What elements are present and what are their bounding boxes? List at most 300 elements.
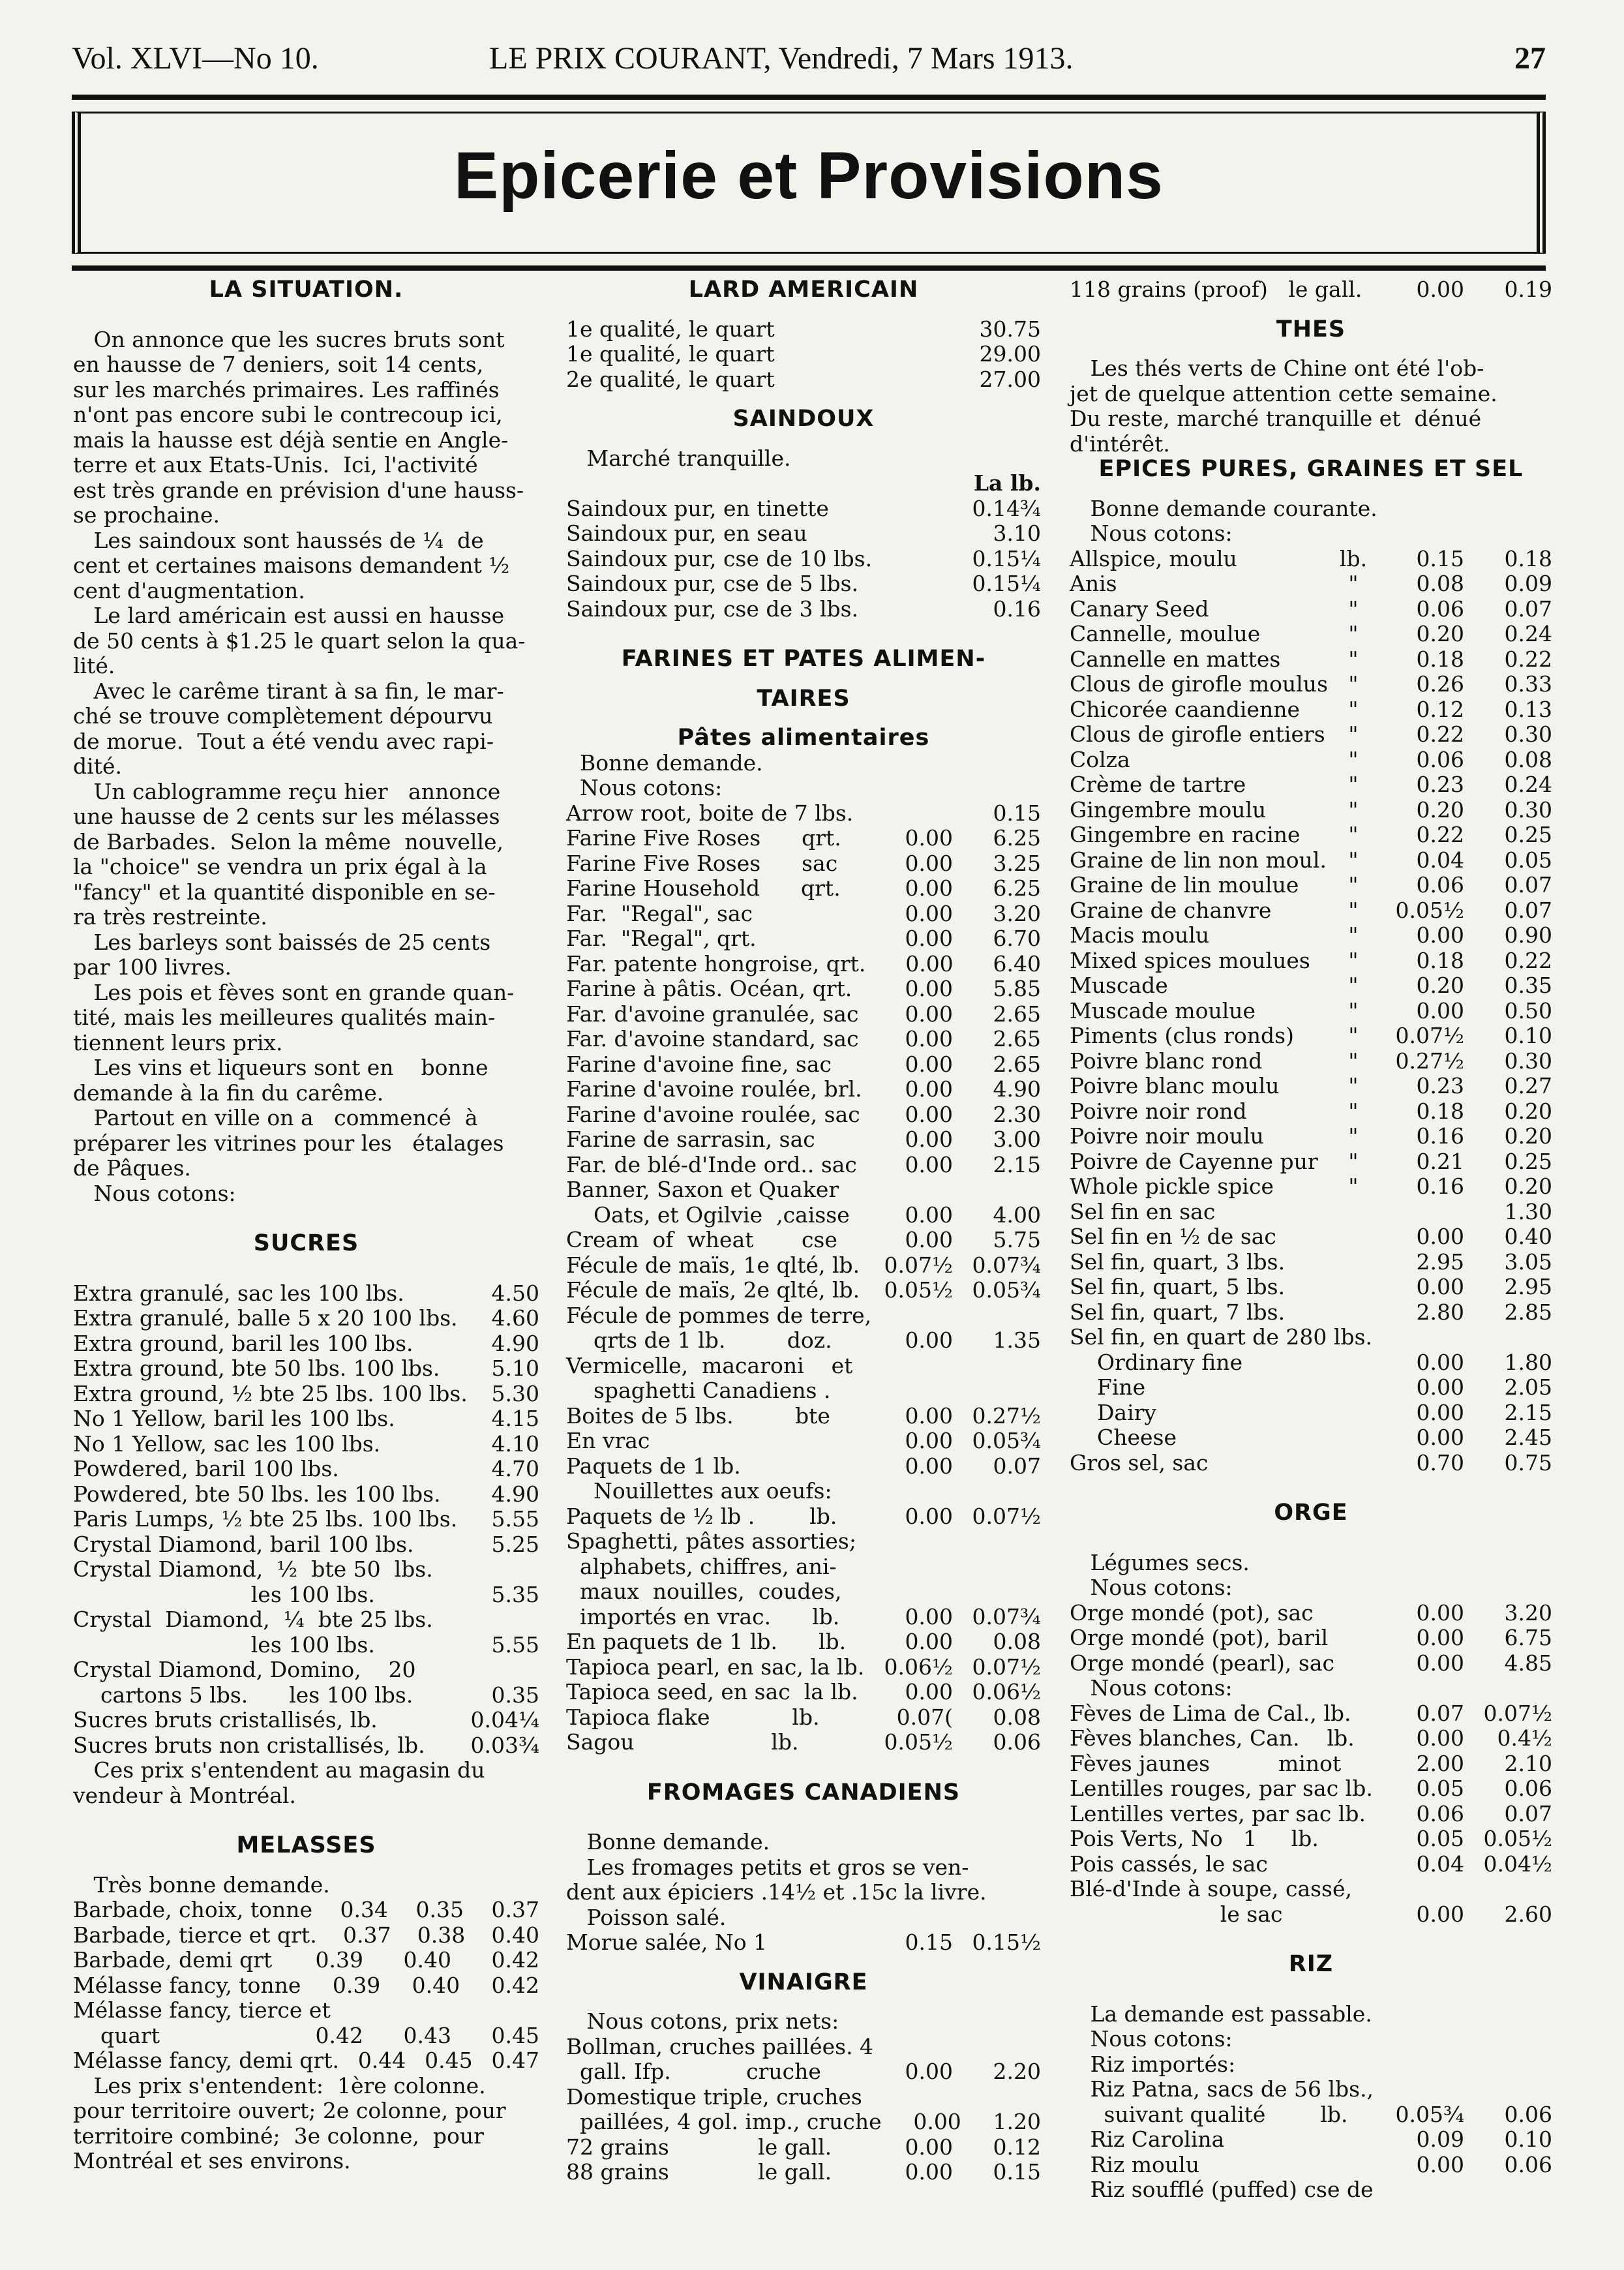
- price-high: 4.70: [491, 1456, 539, 1481]
- price-high: 0.40: [491, 1922, 539, 1948]
- item-name: Extra ground, ½ bte 25 lbs. 100 lbs.: [73, 1380, 468, 1406]
- text-line: n'ont pas encore subi le contrecoup ici,: [73, 402, 503, 427]
- text-line: mais la hausse est déjà sentie en Angle-: [73, 427, 509, 453]
- price-low: 0.05: [1416, 1776, 1464, 1801]
- item-name: Mélasse fancy, tierce et: [73, 1997, 331, 2023]
- price-low: 0.00: [1416, 1224, 1464, 1249]
- section-heading: SUCRES: [253, 1230, 359, 1256]
- price-high: 0.42: [491, 1972, 539, 1998]
- item-name: Banner, Saxon et Quaker: [566, 1177, 839, 1202]
- price-row: [1070, 1099, 1552, 1125]
- item-unit: ": [1348, 997, 1359, 1023]
- price-high: 0.07½: [972, 1654, 1041, 1680]
- price-row: [1070, 647, 1552, 673]
- price-row: [566, 1027, 1041, 1052]
- price-row: [1070, 1224, 1552, 1250]
- price-row: [566, 2110, 1041, 2135]
- price-low: 0.00: [1416, 922, 1464, 948]
- price-row: [1070, 2177, 1552, 2203]
- item-name: Mélasse fancy, tonne: [73, 1972, 301, 1998]
- price-row: [73, 1331, 539, 1357]
- price-row: [1070, 798, 1552, 823]
- price-high: 0.05¾: [972, 1428, 1041, 1453]
- item-name: Fèves jaunes minot: [1070, 1750, 1342, 1776]
- item-name: Farine d'avoine fine, sac: [566, 1051, 832, 1077]
- price-low: 0.16: [1416, 1173, 1464, 1199]
- price-high: 0.15: [993, 2159, 1041, 2185]
- price-low: 0.00: [1416, 1425, 1464, 1450]
- price-high: 1.30: [1504, 1198, 1552, 1224]
- item-name: Extra ground, baril les 100 lbs.: [73, 1330, 414, 1356]
- price-mid: 0.35: [415, 1897, 464, 1922]
- price-high: 27.00: [979, 366, 1041, 392]
- price-high: 6.40: [993, 950, 1041, 976]
- price-high: 0.45: [491, 2022, 539, 2048]
- item-name: Blé-d'Inde à soupe, cassé,: [1070, 1876, 1353, 1901]
- price-row: [1070, 1174, 1552, 1200]
- price-high: 0.25: [1504, 1148, 1552, 1174]
- price-row: [566, 597, 1041, 622]
- item-name: maux nouilles, coudes,: [566, 1579, 842, 1604]
- price-low: 0.00: [905, 1127, 953, 1152]
- price-row: [566, 1930, 1041, 1956]
- item-name: suivant qualité lb.: [1070, 2101, 1348, 2127]
- price-row: [73, 2023, 539, 2049]
- price-row: [566, 1303, 1041, 1329]
- item-name: Sel fin, quart, 5 lbs.: [1070, 1274, 1286, 1299]
- price-row: [73, 1432, 539, 1457]
- price-high: 0.20: [1504, 1173, 1552, 1199]
- price-row: [1070, 1751, 1552, 1777]
- column-middle: [566, 277, 1041, 2185]
- item-name: Saindoux pur, cse de 5 lbs.: [566, 571, 859, 596]
- price-mid: 0.40: [412, 1972, 460, 1998]
- text-line: Ces prix s'entendent au magasin du: [73, 1757, 485, 1783]
- price-low: 0.00: [905, 926, 953, 951]
- item-name: Anis: [1070, 571, 1117, 596]
- price-high: 1.80: [1504, 1349, 1552, 1375]
- price-row: [1070, 1023, 1552, 1049]
- item-name: Sel fin, quart, 7 lbs.: [1070, 1299, 1286, 1325]
- volume-number: Vol. XLVI—No 10.: [72, 41, 319, 76]
- item-name: cartons 5 lbs. les 100 lbs.: [73, 1682, 414, 1708]
- column-left: [73, 277, 539, 2174]
- price-low: 0.00: [905, 2059, 953, 2084]
- item-name: Clous de girofle moulus: [1070, 671, 1328, 697]
- price-row: [1070, 1776, 1552, 1802]
- item-name: Extra granulé, balle 5 x 20 100 lbs.: [73, 1305, 458, 1331]
- price-row: [566, 1002, 1041, 1027]
- price-high: 2.85: [1504, 1299, 1552, 1325]
- price-row: [566, 2160, 1041, 2185]
- text-line: Très bonne demande.: [73, 1871, 330, 1898]
- price-high: 5.85: [993, 976, 1041, 1001]
- price-row: [566, 1479, 1041, 1504]
- text-line: Le lard américain est aussi en hausse: [73, 603, 505, 628]
- section-heading: ORGE: [1274, 1500, 1348, 1526]
- price-low: 0.05½: [884, 1729, 953, 1755]
- item-name: Poivre de Cayenne pur: [1070, 1148, 1318, 1174]
- price-high: 3.00: [993, 1127, 1041, 1152]
- price-high: 4.90: [993, 1076, 1041, 1102]
- price-row: [1070, 1375, 1552, 1400]
- price-row: [73, 1923, 539, 1948]
- price-high: 0.37: [491, 1897, 539, 1922]
- item-name: Gingembre en racine: [1070, 822, 1301, 847]
- price-row: [1070, 697, 1552, 723]
- price-row: [1070, 1400, 1552, 1426]
- price-low: 0.21: [1416, 1148, 1464, 1174]
- price-row: [73, 1507, 539, 1532]
- price-row: [73, 1898, 539, 1923]
- price-high: 5.25: [491, 1531, 539, 1557]
- item-unit: ": [1348, 922, 1359, 948]
- item-name: Dairy: [1070, 1399, 1157, 1425]
- price-row: [566, 1127, 1041, 1153]
- price-row: [566, 1354, 1041, 1379]
- page-number: 27: [1514, 41, 1546, 76]
- price-low: 0.00: [905, 950, 954, 976]
- text-line: Domestique triple, cruches: [566, 2083, 862, 2110]
- item-name: Oats, et Ogilvie ,caisse: [566, 1202, 850, 1228]
- price-high: 6.70: [993, 926, 1041, 951]
- text-line: préparer les vitrines pour les étalages: [73, 1130, 504, 1156]
- price-low: 0.00: [1416, 1599, 1464, 1626]
- price-high: 30.75: [979, 316, 1041, 342]
- item-name: Poivre blanc rond: [1070, 1048, 1263, 1074]
- item-unit: ": [1348, 721, 1359, 747]
- text-line: vendeur à Montréal.: [73, 1782, 296, 1808]
- item-name: Graine de lin non moul.: [1070, 847, 1327, 873]
- spacer: [1070, 1977, 1552, 2002]
- price-low: 0.00: [905, 1603, 953, 1629]
- price-high: 0.07½: [1483, 1700, 1552, 1726]
- price-row: [566, 367, 1041, 393]
- item-name: En paquets de 1 lb. lb.: [566, 1629, 847, 1654]
- price-row: [73, 1457, 539, 1482]
- price-low: 0.15: [905, 1929, 953, 1955]
- text-line: Partout en ville on a commencé à: [73, 1105, 478, 1130]
- price-low: 0.00: [905, 1327, 953, 1353]
- price-high: 0.47: [491, 2048, 539, 2073]
- text-line: de Barbades. Selon la même nouvelle,: [73, 828, 504, 855]
- price-high: 0.15¼: [972, 545, 1041, 571]
- price-row: [566, 1554, 1041, 1580]
- spacer: [566, 711, 1041, 725]
- text-line: par 100 livres.: [73, 954, 232, 980]
- item-name: Farine d'avoine roulée, brl.: [566, 1076, 862, 1102]
- price-row: [73, 1532, 539, 1558]
- item-name: 2e qualité, le quart: [566, 366, 775, 392]
- section-heading: EPICES PURES, GRAINES ET SEL: [1098, 456, 1524, 482]
- item-name: Poivre blanc moulu: [1070, 1073, 1280, 1098]
- item-name: Tapioca seed, en sac la lb.: [566, 1679, 858, 1704]
- price-high: 2.65: [993, 1051, 1041, 1077]
- price-low: 0.00: [905, 1428, 953, 1453]
- item-name: Piments (clus ronds): [1070, 1023, 1294, 1048]
- item-name: Cream of wheat cse: [566, 1227, 837, 1252]
- price-high: 5.55: [491, 1631, 539, 1657]
- item-name: Fine: [1070, 1374, 1146, 1400]
- text-line: cent d'augmentation.: [73, 577, 305, 603]
- price-row: [1070, 1877, 1552, 1902]
- section-heading: LARD AMERICAIN: [688, 277, 919, 303]
- price-mid: 0.43: [403, 2022, 451, 2048]
- item-name: Boites de 5 lbs. bte: [566, 1402, 830, 1429]
- price-low: 0.00: [905, 2159, 953, 2185]
- item-name: 72 grains le gall.: [566, 2134, 832, 2160]
- item-name: Far. "Regal", qrt.: [566, 926, 757, 951]
- price-row: [1070, 1425, 1552, 1451]
- item-name: Crystal Diamond, Domino, 20: [73, 1657, 416, 1682]
- price-high: 0.20: [1504, 1123, 1552, 1149]
- item-name: Orge mondé (pearl), sac: [1070, 1650, 1335, 1676]
- price-row: [566, 1579, 1041, 1605]
- item-unit: ": [1348, 621, 1359, 646]
- price-high: 0.16: [993, 596, 1041, 622]
- price-low: 0.00: [905, 1202, 953, 1228]
- price-row: [1070, 1325, 1552, 1350]
- price-low: 0.39: [315, 1947, 363, 1973]
- price-row: [566, 1605, 1041, 1630]
- price-high: 6.75: [1504, 1625, 1552, 1650]
- item-name: Far. patente hongroise, qrt.: [566, 950, 866, 976]
- price-high: 6.25: [993, 825, 1041, 851]
- price-row: [1070, 1802, 1552, 1827]
- item-name: Lentilles rouges, par sac lb.: [1070, 1776, 1373, 1801]
- text-line: "fancy" et la quantité disponible en se-: [73, 879, 496, 905]
- price-low: 0.00: [1416, 997, 1464, 1023]
- price-row: [1070, 948, 1552, 974]
- price-high: 0.42: [491, 1947, 539, 1973]
- text-line: Du reste, marché tranquille et dénué: [1070, 406, 1482, 431]
- price-low: 0.00: [905, 1629, 953, 1654]
- price-row: [566, 1253, 1041, 1279]
- price-low: 0.00: [905, 1402, 953, 1429]
- price-row: [1070, 973, 1552, 999]
- item-name: Fécule de maïs, 1e qlté, lb.: [566, 1252, 860, 1278]
- price-low: 0.22: [1416, 721, 1464, 747]
- price-low: 2.80: [1416, 1299, 1464, 1325]
- price-row: [566, 1655, 1041, 1680]
- text-line: Bonne demande.: [566, 749, 763, 776]
- price-row: [1070, 2077, 1552, 2102]
- text-line: sur les marchés primaires. Les raffinés: [73, 376, 500, 402]
- price-row: [73, 1557, 539, 1582]
- item-name: Macis moulu: [1070, 922, 1210, 948]
- item-name: Fèves blanches, Can. lb.: [1070, 1725, 1355, 1751]
- item-name: 118 grains (proof) le gall.: [1070, 277, 1362, 302]
- price-high: 0.12: [993, 2134, 1041, 2160]
- price-low: 0.09: [1416, 2126, 1464, 2152]
- price-low: 0.07½: [884, 1252, 953, 1278]
- price-row: [566, 1077, 1041, 1102]
- item-name: Poivre noir moulu: [1070, 1123, 1264, 1149]
- price-row: [73, 1607, 539, 1633]
- price-high: 0.04½: [1483, 1851, 1552, 1877]
- item-name: Fécule de pommes de terre,: [566, 1302, 872, 1328]
- text-line: Les barleys sont baissés de 25 cents: [73, 929, 491, 955]
- spacer: [73, 1256, 539, 1281]
- price-row: [73, 1482, 539, 1507]
- item-name: Colza: [1070, 746, 1130, 772]
- item-name: spaghetti Canadiens .: [566, 1378, 831, 1403]
- spacer: [566, 1755, 1041, 1780]
- item-name: Far. "Regal", sac: [566, 900, 753, 926]
- price-high: 0.09: [1504, 571, 1552, 596]
- item-unit: ": [1348, 1098, 1359, 1124]
- price-high: 0.08: [1504, 746, 1552, 772]
- price-high: 0.07: [1504, 596, 1552, 622]
- item-unit: ": [1348, 1023, 1359, 1048]
- item-name: Tapioca flake lb.: [566, 1704, 820, 1730]
- text-line: Bonne demande courante.: [1070, 495, 1377, 521]
- price-row: [566, 901, 1041, 927]
- price-row: [566, 1203, 1041, 1228]
- price-high: 0.15¼: [972, 571, 1041, 596]
- item-name: Lentilles vertes, par sac lb.: [1070, 1800, 1366, 1826]
- price-low: 0.39: [332, 1972, 381, 1998]
- text-line: Nous cotons:: [1070, 1575, 1233, 1600]
- text-line: Nous cotons:: [1070, 1675, 1233, 1701]
- item-name: les 100 lbs.: [73, 1631, 375, 1657]
- price-row: [1070, 1826, 1552, 1852]
- item-unit: ": [1348, 796, 1359, 823]
- price-row: [73, 1356, 539, 1382]
- section-heading: MELASSES: [236, 1832, 376, 1858]
- item-name: Poivre noir rond: [1070, 1098, 1247, 1124]
- price-low: 0.00: [913, 2109, 961, 2134]
- price-high: 0.15½: [972, 1929, 1041, 1955]
- text-line: Les prix s'entendent: 1ère colonne.: [73, 2072, 486, 2098]
- spacer: [566, 622, 1041, 646]
- item-name: Powdered, bte 50 lbs. les 100 lbs.: [73, 1481, 441, 1507]
- price-high: 0.06: [1504, 2151, 1552, 2177]
- price-high: 3.10: [993, 521, 1041, 546]
- price-high: 2.30: [993, 1101, 1041, 1127]
- price-high: 0.04¼: [470, 1707, 539, 1733]
- text-line: une hausse de 2 cents sur les mélasses: [73, 804, 500, 829]
- text-line: La demande est passable.: [1070, 2001, 1372, 2027]
- item-name: Extra ground, bte 50 lbs. 100 lbs.: [73, 1355, 440, 1381]
- text-line: dent aux épiciers .14½ et .15c la livre.: [566, 1879, 987, 1905]
- price-low: 0.00: [1416, 1901, 1464, 1927]
- text-line: la "choice" se vendra un prix égal à la: [73, 854, 487, 879]
- price-high: 0.13: [1504, 696, 1552, 722]
- price-row: [1070, 622, 1552, 647]
- price-low: 0.15: [1416, 545, 1464, 571]
- price-row: [1070, 1275, 1552, 1300]
- item-name: Sel fin en ½ de sac: [1070, 1224, 1276, 1249]
- price-row: [566, 1680, 1041, 1705]
- price-row: [1070, 1852, 1552, 1877]
- item-name: Crystal Diamond, baril 100 lbs.: [73, 1531, 414, 1557]
- spacer: [1070, 1927, 1552, 1952]
- spacer: [1070, 1526, 1552, 1551]
- item-name: Farine Household qrt.: [566, 875, 841, 901]
- price-high: 4.90: [491, 1481, 539, 1507]
- item-name: No 1 Yellow, baril les 100 lbs.: [73, 1406, 395, 1431]
- price-row: [1070, 823, 1552, 848]
- price-high: 2.15: [1504, 1399, 1552, 1425]
- item-name: Gros sel, sac: [1070, 1449, 1209, 1476]
- text-line: dité.: [73, 753, 122, 779]
- item-name: Clous de girofle entiers: [1070, 721, 1325, 747]
- price-high: 2.10: [1504, 1750, 1552, 1776]
- price-row: [566, 851, 1041, 877]
- price-high: 0.18: [1504, 545, 1552, 571]
- text-line: se prochaine.: [73, 502, 220, 528]
- text-line: Nous cotons, prix nets:: [566, 2008, 839, 2034]
- text-line: territoire combiné; 3e colonne, pour: [73, 2123, 484, 2149]
- price-row: [566, 1102, 1041, 1128]
- price-row: [566, 1153, 1041, 1178]
- price-high: 0.06: [1504, 2101, 1552, 2127]
- price-row: [566, 1629, 1041, 1655]
- price-high: 0.07½: [972, 1503, 1041, 1529]
- price-row: [566, 547, 1041, 572]
- price-high: 1.20: [993, 2109, 1041, 2134]
- text-line: Les pois et fèves sont en grande quan-: [73, 979, 515, 1005]
- item-unit: ": [1348, 772, 1359, 797]
- item-name: Graine de lin moulue: [1070, 872, 1299, 898]
- price-row: [566, 1730, 1041, 1755]
- price-high: 6.25: [993, 875, 1041, 901]
- price-high: 0.24: [1504, 772, 1552, 797]
- price-low: 0.23: [1416, 1073, 1464, 1098]
- price-low: 0.00: [1416, 1725, 1464, 1751]
- item-unit: ": [1348, 822, 1359, 847]
- price-row: [566, 571, 1041, 597]
- item-name: Crystal Diamond, ½ bte 50 lbs.: [73, 1556, 433, 1582]
- price-low: 0.34: [340, 1897, 389, 1922]
- price-row: [566, 521, 1041, 547]
- spacer: [566, 1956, 1041, 1970]
- price-high: 0.50: [1504, 997, 1552, 1023]
- price-row: [566, 1529, 1041, 1554]
- price-high: 4.00: [993, 1202, 1041, 1228]
- price-high: 0.07: [993, 1453, 1041, 1479]
- item-name: 88 grains le gall.: [566, 2159, 832, 2185]
- price-row: [566, 317, 1041, 342]
- price-row: [1070, 722, 1552, 748]
- text-line: ché se trouve complètement dépourvu: [73, 703, 493, 729]
- price-low: 0.05: [1416, 1826, 1464, 1851]
- price-row: [566, 1228, 1041, 1253]
- price-low: 0.00: [905, 1151, 953, 1177]
- price-high: 0.19: [1504, 277, 1552, 302]
- item-name: Barbade, tierce et qrt.: [73, 1922, 317, 1948]
- text-line: terre et aux Etats-Unis. Ici, l'activité: [73, 452, 478, 477]
- text-line: Poisson salé.: [566, 1904, 727, 1930]
- price-high: 29.00: [979, 341, 1041, 367]
- price-low: 0.12: [1416, 696, 1464, 722]
- price-low: 0.18: [1416, 646, 1464, 672]
- price-high: 5.55: [491, 1506, 539, 1532]
- item-name: Farine Five Roses sac: [566, 850, 838, 876]
- price-high: 0.14¾: [972, 495, 1041, 521]
- item-name: No 1 Yellow, sac les 100 lbs.: [73, 1430, 381, 1457]
- price-low: 0.06: [1416, 596, 1464, 622]
- price-low: 0.00: [905, 900, 953, 926]
- price-low: 2.00: [1416, 1750, 1464, 1776]
- item-name: Paris Lumps, ½ bte 25 lbs. 100 lbs.: [73, 1506, 458, 1532]
- price-low: 0.20: [1416, 796, 1464, 823]
- item-name: qrts de 1 lb. doz.: [566, 1327, 832, 1353]
- text-line: de 50 cents à $1.25 le quart selon la qua-: [73, 628, 526, 654]
- price-row: [566, 2059, 1041, 2085]
- item-unit: ": [1348, 973, 1359, 998]
